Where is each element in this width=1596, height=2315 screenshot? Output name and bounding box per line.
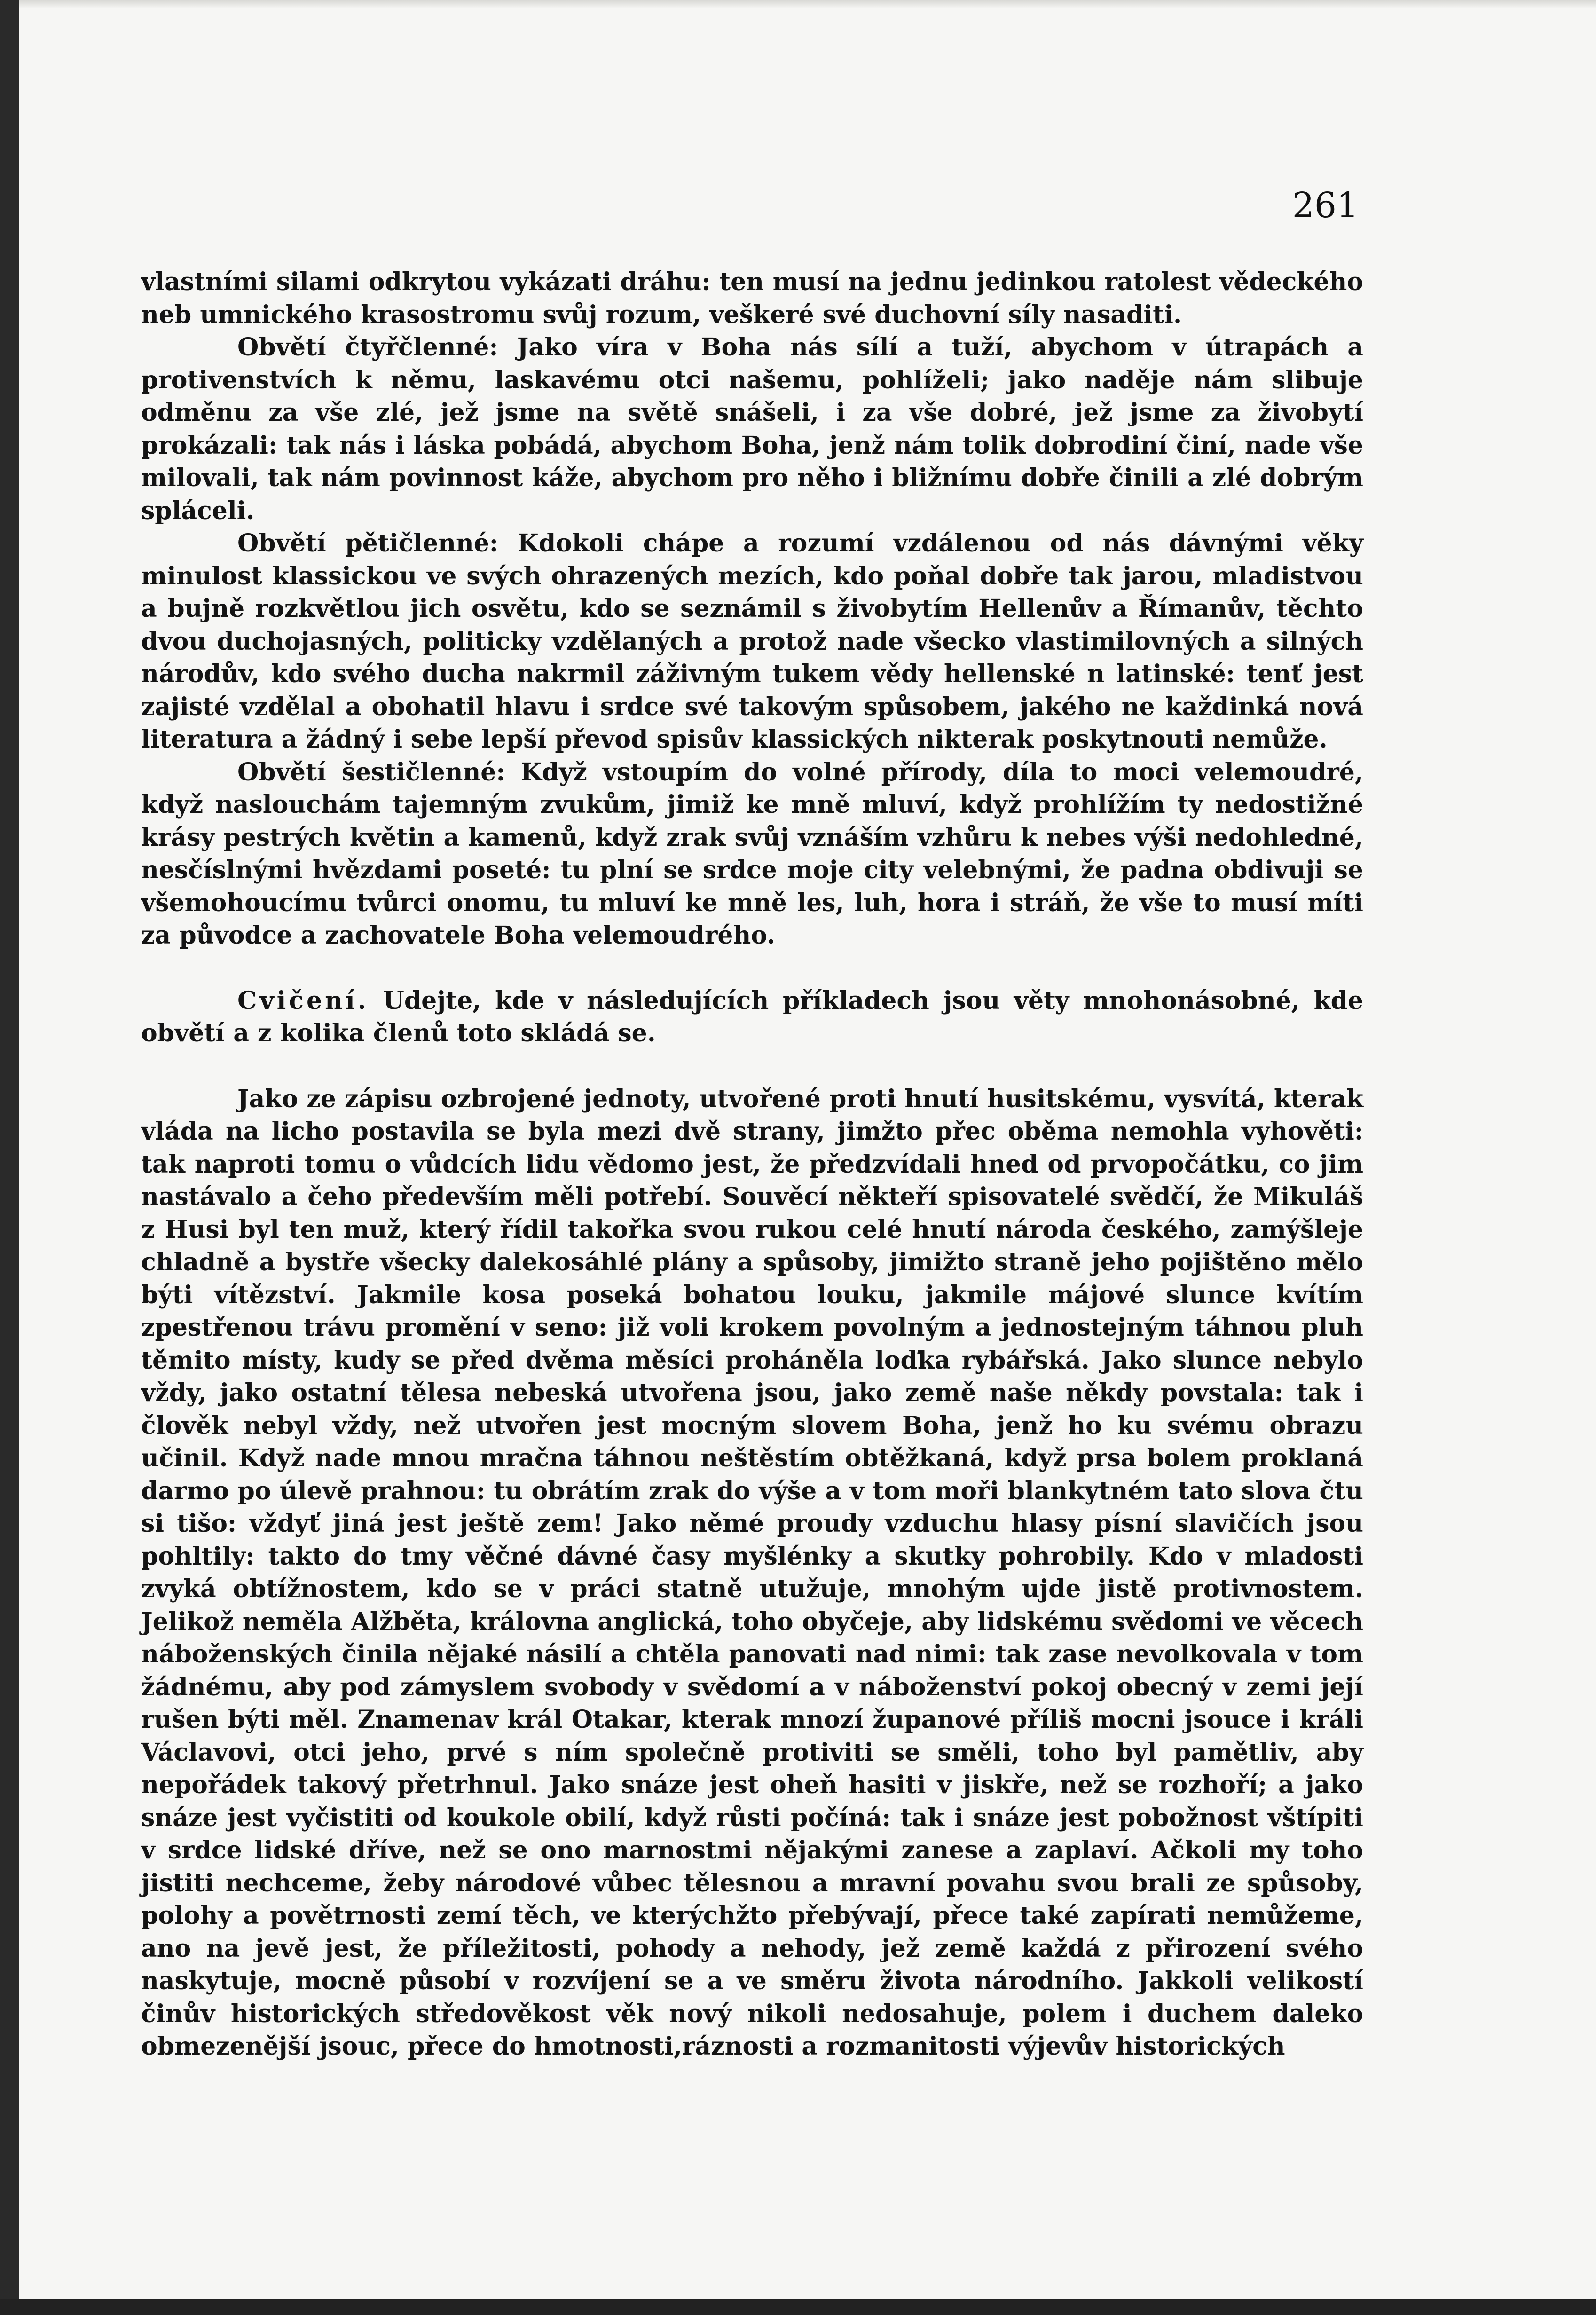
exercise-label: Cvičení. — [237, 986, 369, 1015]
paragraph-obveti-ctyrclenne — [141, 331, 1363, 527]
paragraph-lead: Obvětí pětičlenné: — [237, 529, 498, 558]
paragraph-text: Jako víra v Boha nás sílí a tuží, abychom v útrapách a protivenstvích k němu, laskavému otci našemu, pohlíželi; jako naděje nám slibuje odměnu za vše zlé, jež jsme na světě snášeli, i za vše dobré, jež jsme za živobytí prokázali: tak nás i láska pobádá, abychom Boha, jenž nám tolik dobrodiní činí, nade vše milovali, tak nám povinnost káže, abychom pro něho i bližnímu dobře činili a zlé dobrým spláceli. — [141, 333, 1364, 525]
exercise-heading — [141, 984, 1363, 1050]
paragraph-text: Kdokoli chápe a rozumí vzdálenou od nás dávnými věky minulost klassickou ve svých ohrazených mezích, kdo poňal dobře tak jarou, mladistvou a bujně rozkvětlou jich osvětu, kdo se seznámil s živobytím Hellenův a Římanův, těchto dvou duchojasných, politicky vzdělaných a protož nade všecko vlastimilovných a silných národův, kdo svého ducha nakrmil záživným tukem vědy hellenské n latinské: tenť jest zajisté vzdělal a obohatil hlavu i srdce své takovým spůsobem, jakého ne každinká nová literatura a žádný i sebe lepší převod spisův klassických nikterak poskytnouti nemůže. — [141, 529, 1363, 754]
scan-edge-left — [0, 0, 19, 2315]
scan-edge-bottom — [0, 2299, 1596, 2315]
paragraph-continuation: vlastními silami odkrytou vykázati dráhu: ten musí na jednu jedinkou ratolest vědeckého neb umnického krasostromu svůj rozum, veškeré své duchovní síly nasaditi. — [141, 268, 1363, 329]
page-number: 261 — [1292, 185, 1359, 226]
paragraph-obveti-peticlenne — [141, 527, 1363, 756]
exercise-instructions: Udejte, kde v následujících příkladech jsou věty mnohonásobné, kde obvětí a z kolika členů toto skládá se. — [141, 986, 1364, 1047]
paragraph-lead: Obvětí šestičlenné: — [237, 757, 505, 787]
body-text — [141, 266, 1363, 2063]
exercise-examples: Jako ze zápisu ozbrojené jednoty, utvořené proti hnutí husitskému, vysvítá, kterak vláda na licho postavila se byla mezi dvě strany, jimžto přec oběma nemohla vyhověti: tak naproti tomu o vůdcích lidu vědomo jest, že předzvídali hned od prvopočátku, co jim nastávalo a čeho především měli potřebí. Souvěcí někteří spisovatelé svědčí, že Mikuláš z Husi byl ten muž, který řídil takořka svou rukou celé hnutí národa českého, zamýšleje chladně a bystře všecky dalekosáhlé plány a spůsoby, jimižto straně jeho pojištěno mělo býti vítězství. Jakmile kosa poseká bohatou louku, jakmile májové slunce kvítím zpestřenou trávu promění v seno: již voli krokem povolným a jednostejným táhnou pluh těmito místy, kudy se před dvěma měsíci proháněla loďka rybářská. Jako slunce nebylo vždy, jako ostatní tělesa nebeská utvořena jsou, jako země naše někdy povstala: tak i člověk nebyl vždy, než utvořen jest mocným slovem Boha, jenž ho ku svému obrazu učinil. Když nade mnou mračna táhnou neštěstím obtěžkaná, když prsa bolem proklaná darmo po úlevě prahnou: tu obrátím zrak do výše a v tom moři blankytném tato slova čtu si tišo: vždyť jiná jest ještě zem! Jako němé proudy vzduchu hlasy písní slavičích jsou pohltily: takto do tmy věčné dávné časy myšlénky a skutky pohrobily. Kdo v mladosti zvyká obtížnostem, kdo se v práci statně utužuje, mnohým ujde jistě protivnostem. Jelikož neměla Alžběta, královna anglická, toho obyčeje, aby lidskému svědomi ve věcech náboženských činila nějaké násilí a chtěla panovati nad nimi: tak zase nevolkovala v tom žádnému, aby pod zámyslem svobody v svědomí a v náboženství pokoj obecný v zemi její rušen býti měl. Znamenav král Otakar, kterak mnozí županové příliš mocni jsouce i králi Václavovi, otci jeho, prvé s ním společně protiviti se směli, toho byl pamětliv, aby nepořádek takový přetrhnul. Jako snáze jest oheň hasiti v jiskře, než se rozhoří; a jako snáze jest vyčistiti od koukole obilí, když růsti počíná: tak i snáze jest pobožnost vštípiti v srdce lidské dříve, než se ono marnostmi nějakými zanese a zaplaví. Ačkoli my toho jistiti nechceme, žeby národové vůbec tělesnou a mravní povahu svou brali ze spůsoby, polohy a povětrnosti zemí těch, ve kterýchžto přebývají, přece také zapírati nemůžeme, ano na jevě jest, že příležitosti, pohody a nehody, jež země každá z přirození svého naskytuje, mocně působí v rozvíjení se a ve směru života národního. Jakkoli velikostí činův historických středověkost věk nový nikoli nedosahuje, polem i duchem daleko obmezenější jsouc, přece do hmotnosti,ráznosti a rozmanitosti výjevův historických — [141, 1084, 1363, 2061]
paragraph-obveti-sesticlenne — [141, 756, 1363, 952]
paragraph-lead: Obvětí čtyřčlenné: — [237, 333, 498, 362]
scan-edge-top — [0, 0, 1596, 8]
paragraph-text: Když vstoupím do volné přírody, díla to moci velemoudré, když naslouchám tajemným zvukům, jimiž ke mně mluví, když prohlížím ty nedostižné krásy pestrých květin a kamenů, když zrak svůj vznáším vzhůru k nebes výši nedohledné, nesčíslnými hvězdami poseté: tu plní se srdce moje city velebnými, že padna obdivuji se všemohoucímu tvůrci onomu, tu mluví ke mně les, luh, hora i stráň, že vše to musí míti za původce a zachovatele Boha velemoudrého. — [141, 757, 1363, 950]
